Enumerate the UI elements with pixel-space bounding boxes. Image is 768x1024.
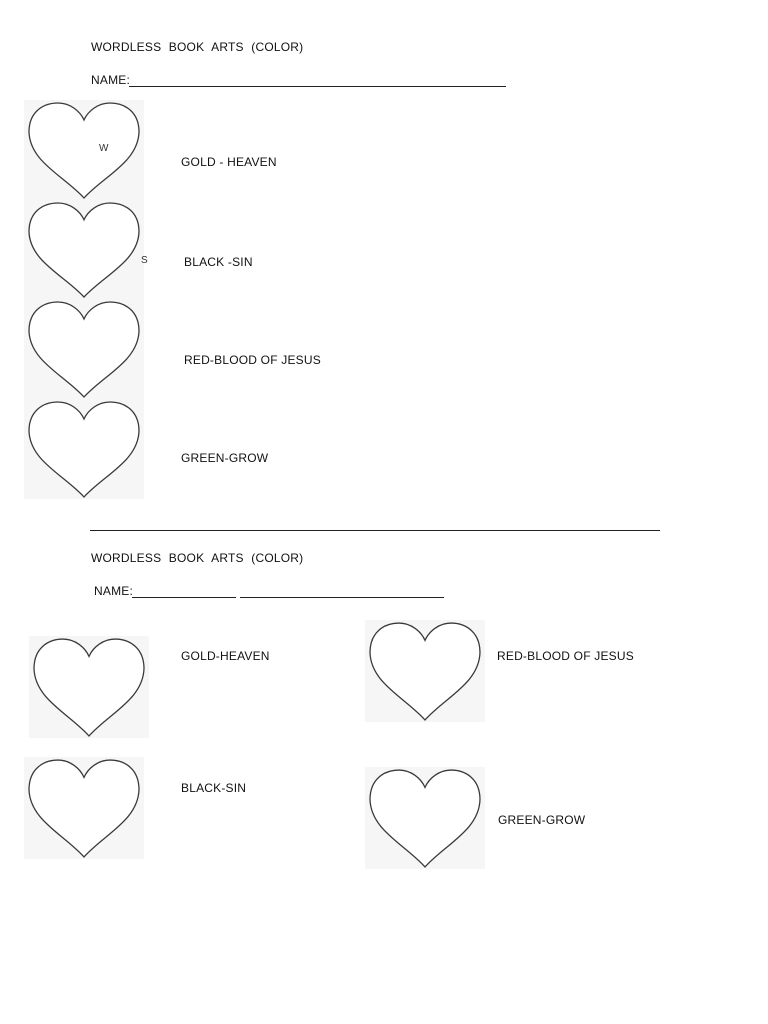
heart-icon [24,399,144,499]
heart-letter-w: W [99,143,109,154]
heart-icon [365,620,485,722]
name-blank-line-bottom-1[interactable] [132,597,236,598]
name-label-bottom: NAME: [94,584,134,598]
label-red-blood-top: RED-BLOOD OF JESUS [184,353,321,367]
heart-letter-s: S [141,255,148,266]
label-green-grow-bottom: GREEN-GROW [498,813,586,827]
heart-black-bottom [24,757,144,859]
heart-icon [365,767,485,869]
heart-red-bottom [365,620,485,722]
heart-icon [29,636,149,738]
label-red-blood-bottom: RED-BLOOD OF JESUS [497,649,634,663]
heart-gold-bottom [29,636,149,738]
name-blank-line-bottom-2[interactable] [240,597,444,598]
heart-icon [24,200,148,299]
worksheet-title-bottom: WORDLESS BOOK ARTS (COLOR) [91,551,304,565]
cut-line-divider [90,530,660,531]
label-gold-heaven-bottom: GOLD-HEAVEN [181,649,270,663]
heart-gold-top [24,100,144,200]
heart-red-top [24,299,144,399]
label-gold-heaven-top: GOLD - HEAVEN [181,155,277,169]
heart-green-top [24,399,144,499]
heart-icon [24,100,144,200]
label-green-grow-top: GREEN-GROW [181,451,269,465]
label-black-sin-bottom: BLACK-SIN [181,781,247,795]
worksheet-title-top: WORDLESS BOOK ARTS (COLOR) [91,40,304,54]
heart-black-top [24,200,148,299]
label-black-sin-top: BLACK -SIN [184,255,253,269]
name-label-top: NAME: [91,73,131,87]
heart-icon [24,299,144,399]
heart-icon [24,757,144,859]
heart-green-bottom [365,767,485,869]
name-blank-line-top[interactable] [129,86,506,87]
